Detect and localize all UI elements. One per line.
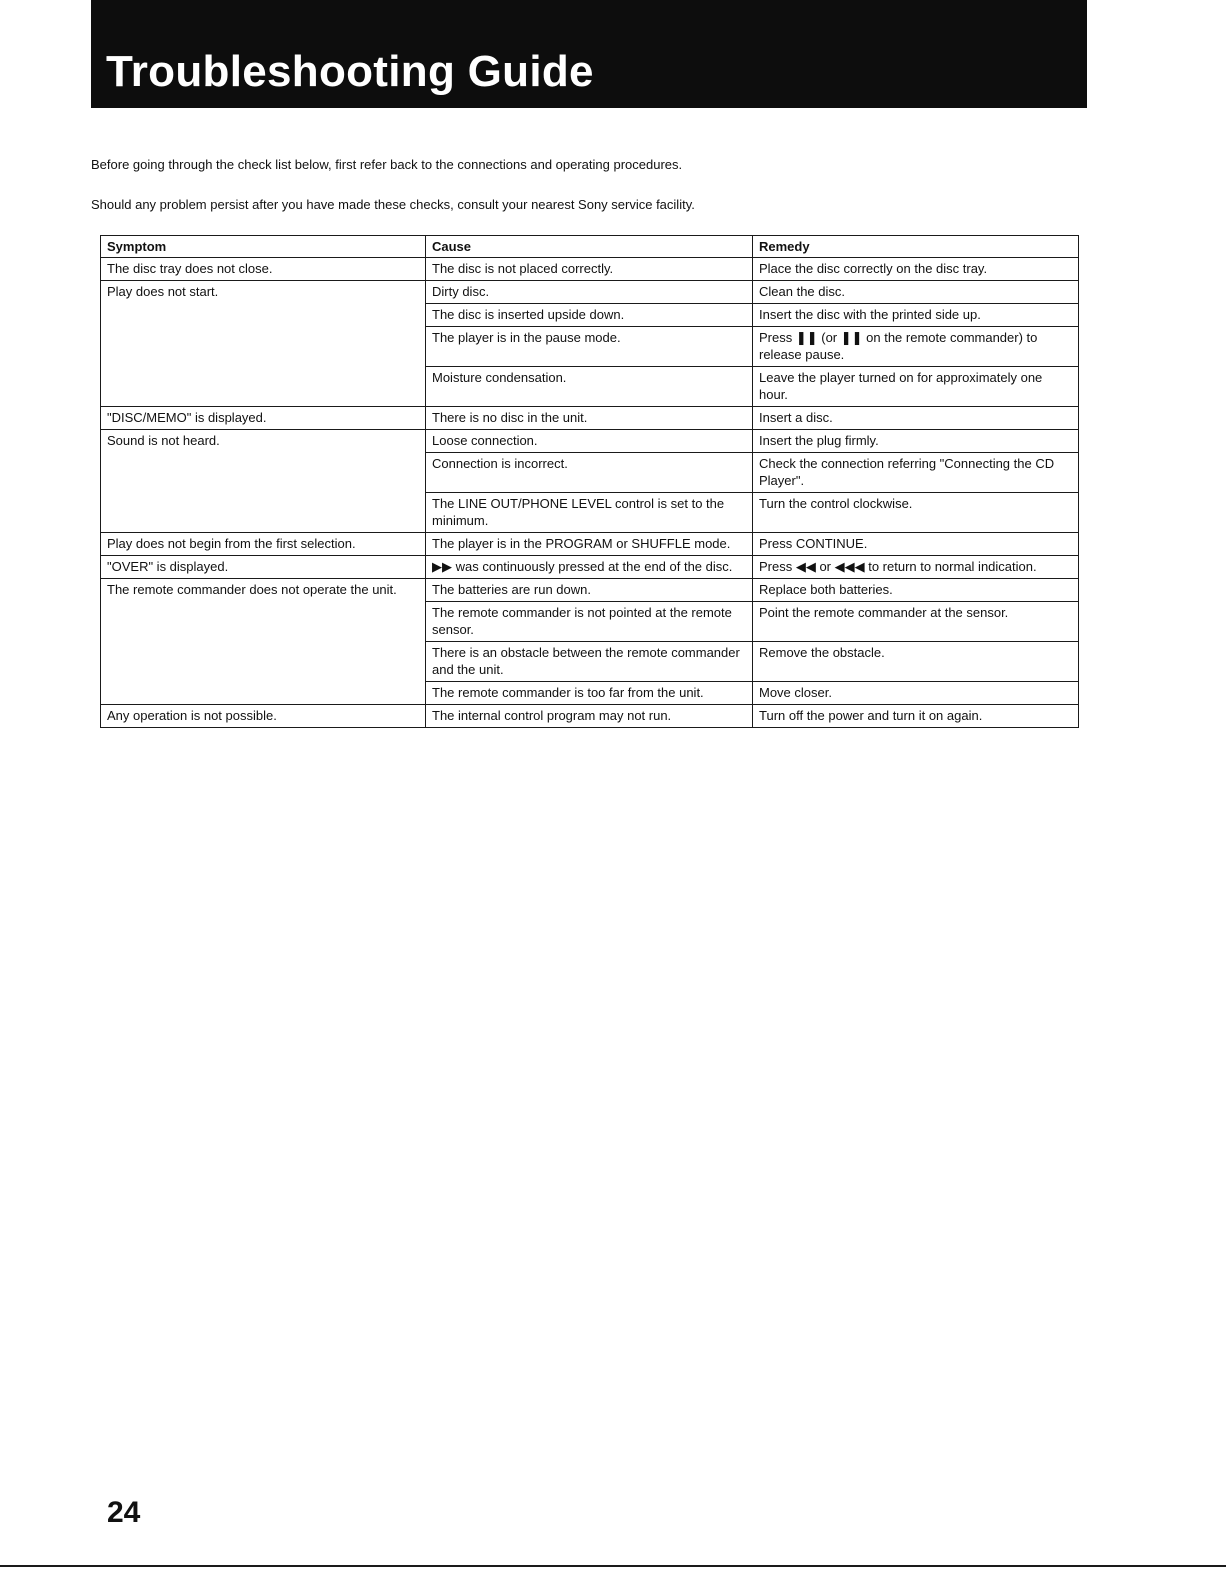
cause-cell: The player is in the pause mode. bbox=[426, 327, 753, 367]
cause-cell: The remote commander is not pointed at the remote sensor. bbox=[426, 602, 753, 642]
table-row bbox=[101, 258, 1079, 281]
remedy-cell: Turn off the power and turn it on again. bbox=[753, 705, 1079, 728]
remedy-cell: Leave the player turned on for approximately one hour. bbox=[753, 367, 1079, 407]
symptom-cell: "OVER" is displayed. bbox=[101, 556, 426, 579]
cause-cell: The batteries are run down. bbox=[426, 579, 753, 602]
troubleshooting-table bbox=[100, 235, 1079, 728]
symptom-cell: Any operation is not possible. bbox=[101, 705, 426, 728]
remedy-cell: Press CONTINUE. bbox=[753, 533, 1079, 556]
cause-cell: The disc is inserted upside down. bbox=[426, 304, 753, 327]
symptom-cell: Sound is not heard. bbox=[101, 430, 426, 533]
symptom-cell: The disc tray does not close. bbox=[101, 258, 426, 281]
bottom-rule bbox=[0, 1565, 1226, 1567]
table-row bbox=[101, 407, 1079, 430]
header-cause: Cause bbox=[426, 236, 753, 258]
remedy-cell: Remove the obstacle. bbox=[753, 642, 1079, 682]
table-row bbox=[101, 556, 1079, 579]
intro-paragraph-2: Should any problem persist after you have made these checks, consult your nearest Sony service facility. bbox=[91, 197, 695, 212]
remedy-cell: Insert the plug firmly. bbox=[753, 430, 1079, 453]
cause-cell: The disc is not placed correctly. bbox=[426, 258, 753, 281]
cause-cell: There is no disc in the unit. bbox=[426, 407, 753, 430]
table-row bbox=[101, 533, 1079, 556]
remedy-cell: Clean the disc. bbox=[753, 281, 1079, 304]
cause-cell: Moisture condensation. bbox=[426, 367, 753, 407]
remedy-cell: Place the disc correctly on the disc tray. bbox=[753, 258, 1079, 281]
cause-cell: Dirty disc. bbox=[426, 281, 753, 304]
cause-cell: Loose connection. bbox=[426, 430, 753, 453]
cause-cell: The LINE OUT/PHONE LEVEL control is set to the minimum. bbox=[426, 493, 753, 533]
remedy-cell: Move closer. bbox=[753, 682, 1079, 705]
table-row bbox=[101, 705, 1079, 728]
cause-cell: The remote commander is too far from the unit. bbox=[426, 682, 753, 705]
cause-cell: Connection is incorrect. bbox=[426, 453, 753, 493]
header-symptom: Symptom bbox=[101, 236, 426, 258]
remedy-cell: Turn the control clockwise. bbox=[753, 493, 1079, 533]
remedy-cell: Insert a disc. bbox=[753, 407, 1079, 430]
remedy-cell: Insert the disc with the printed side up. bbox=[753, 304, 1079, 327]
remedy-cell: Replace both batteries. bbox=[753, 579, 1079, 602]
title-banner bbox=[91, 0, 1087, 108]
table-row bbox=[101, 281, 1079, 304]
table-row bbox=[101, 579, 1079, 602]
page-title: Troubleshooting Guide bbox=[106, 47, 594, 96]
header-remedy: Remedy bbox=[753, 236, 1079, 258]
cause-cell: The internal control program may not run. bbox=[426, 705, 753, 728]
cause-cell: ▶▶ was continuously pressed at the end of the disc. bbox=[426, 556, 753, 579]
symptom-cell: Play does not start. bbox=[101, 281, 426, 407]
symptom-cell: Play does not begin from the first selection. bbox=[101, 533, 426, 556]
cause-cell: The player is in the PROGRAM or SHUFFLE mode. bbox=[426, 533, 753, 556]
remedy-cell: Check the connection referring "Connecting the CD Player". bbox=[753, 453, 1079, 493]
remedy-cell: Press ❚❚ (or ❚❚ on the remote commander) to release pause. bbox=[753, 327, 1079, 367]
table-row bbox=[101, 430, 1079, 453]
cause-cell: There is an obstacle between the remote commander and the unit. bbox=[426, 642, 753, 682]
intro-paragraph-1: Before going through the check list below, first refer back to the connections and operating procedures. bbox=[91, 157, 683, 172]
table-header-row bbox=[101, 236, 1079, 258]
remedy-cell: Press ◀◀ or ◀◀◀ to return to normal indication. bbox=[753, 556, 1079, 579]
symptom-cell: The remote commander does not operate the unit. bbox=[101, 579, 426, 705]
remedy-cell: Point the remote commander at the sensor. bbox=[753, 602, 1079, 642]
page-number: 24 bbox=[107, 1496, 141, 1529]
symptom-cell: "DISC/MEMO" is displayed. bbox=[101, 407, 426, 430]
